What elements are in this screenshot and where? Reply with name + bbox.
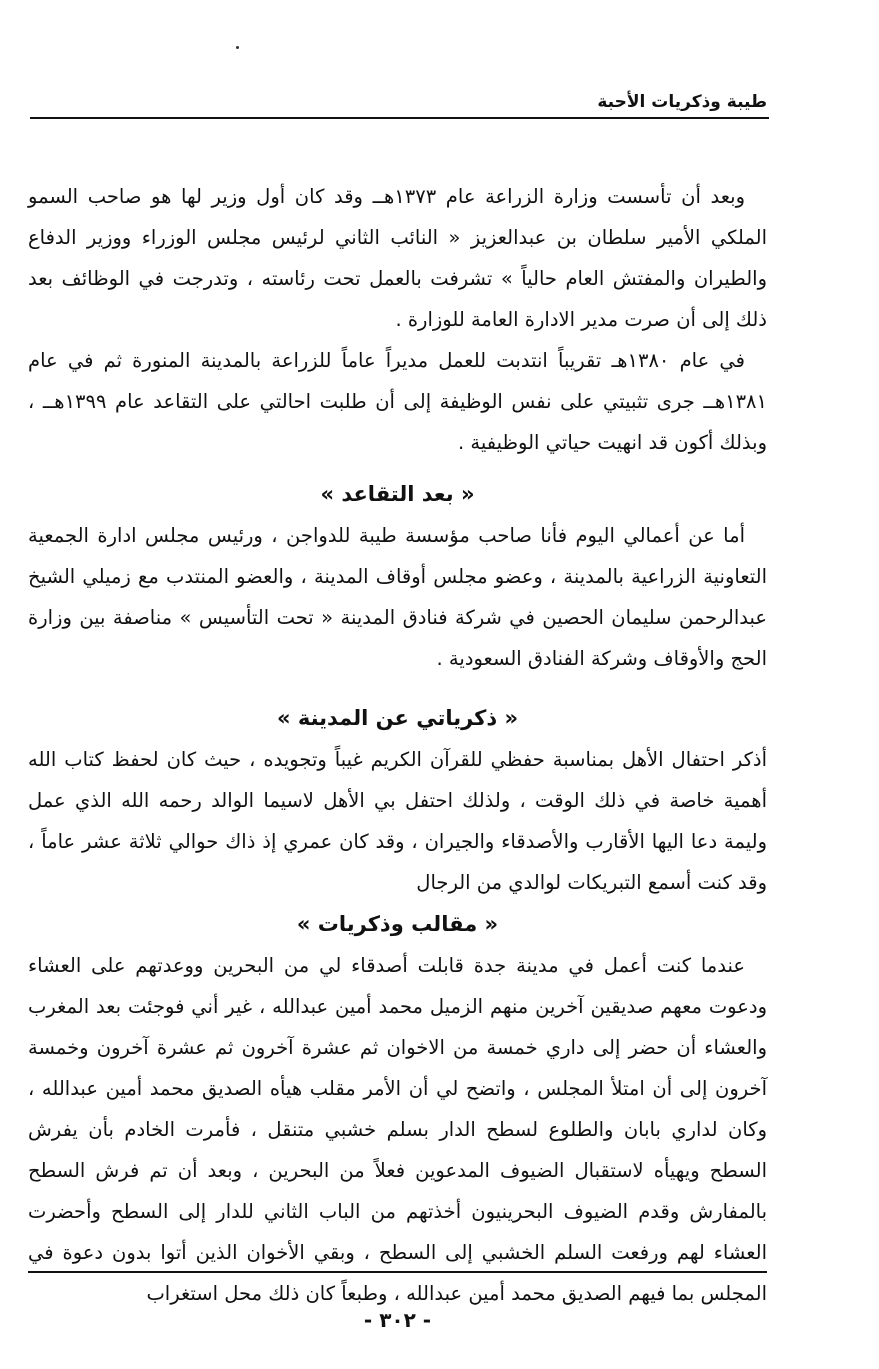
heading-pranks-memories: « مقالب وذكريات » [296, 912, 499, 936]
paragraph-current-work: أما عن أعمالي اليوم فأنا صاحب مؤسسة طيبة للدواجن ، ورئيس مجلس ادارة الجمعية التعاونية الزراعية بالمدينة ، وعضو مجلس أوقاف المدينة ، والعضو المنتدب مع زميلي الشيخ عبدالرحمن سليمان الحصين في شركة فنادق المدينة « تحت التأسيس » مناصفة بين وزارة الحج والأوقاف وشركة الفنادق السعودية . [28, 524, 767, 670]
paragraph-jeddah-prank: عندما كنت أعمل في مدينة جدة قابلت أصدقاء لي من البحرين ووعدتهم على العشاء ودعوت معهم صديقين آخرين منهم الزميل محمد أمين عبدالله ، غير أني فوجئت بعد المغرب والعشاء أن حضر إلى داري خمسة من الاخوان ثم عشرة آخرون ثم عشرة آخرون وخمسة آخرون إلى أن امتلأ المجلس ، واتضح لي أن الأمر مقلب هيأه الصديق محمد أمين عبدالله ، وكان لداري بابان والطلوع لسطح الدار بسلم خشبي متنقل ، فأمرت الخادم بأن يفرش السطح ويهيأه لاستقبال الضيوف المدعوين فعلاً من البحرين ، وبعد أن تم فرش السطح بالمفارش وقدم الضيوف البحرينيون أخذتهم من الباب الثاني للدار إلى السطح وأحضرت العشاء لهم ورفعت السلم الخشبي إلى السطح ، وبقي الأخوان الذين أتوا بدون دعوة في المجلس بما فيهم الصديق محمد أمين عبدالله ، وطبعاً كان ذلك محل استغراب [28, 954, 767, 1305]
body-text [28, 176, 767, 1314]
paragraph-madinah-post: في عام ١٣٨٠هـ تقريباً انتدبت للعمل مديراً عاماً للزراعة بالمدينة المنورة ثم في عام ١٣٨١هــ جرى تثبيتي على نفس الوظيفة إلى أن طلبت احالتي على التقاعد عام ١٣٩٩هــ ، وبذلك أكون قد انهيت حياتي الوظيفية . [28, 349, 768, 454]
header-rule [30, 117, 769, 119]
heading-after-retirement: « بعد التقاعد » [320, 482, 475, 506]
paragraph-quran-celebration: أذكر احتفال الأهل بمناسبة حفظي للقرآن الكريم غيباً وتجويده ، حيث كان لحفظ كتاب الله أهمية خاصة في ذلك الوقت ، ولذلك احتفل بي الأهل لاسيما الوالد رحمه الله الذي عمل وليمة دعا اليها الأقارب والأصدقاء والجيران ، وقد كان عمري إذ ذاك حوالي ثلاثة عشر عاماً ، وقد كنت أسمع التبريكات لوالدي من الرجال [28, 748, 767, 894]
page-number: - ٣٠٢ - [363, 1308, 432, 1332]
footer-rule [28, 1271, 767, 1273]
heading-madinah-memories: « ذكرياتي عن المدينة » [276, 706, 519, 730]
paragraph-ministry: وبعد أن تأسست وزارة الزراعة عام ١٣٧٣هــ وقد كان أول وزير لها هو صاحب السمو الملكي الأمير سلطان بن عبدالعزيز « النائب الثاني لرئيس مجلس الوزراء ووزير الدفاع والطيران والمفتش العام حالياً » تشرفت بالعمل تحت رئاسته ، وتدرجت في الوظائف بعد ذلك إلى أن صرت مدير الادارة العامة للوزارة . [28, 185, 767, 331]
running-head: طيبة وذكريات الأحبة [597, 92, 767, 112]
scan-speck [236, 46, 239, 49]
